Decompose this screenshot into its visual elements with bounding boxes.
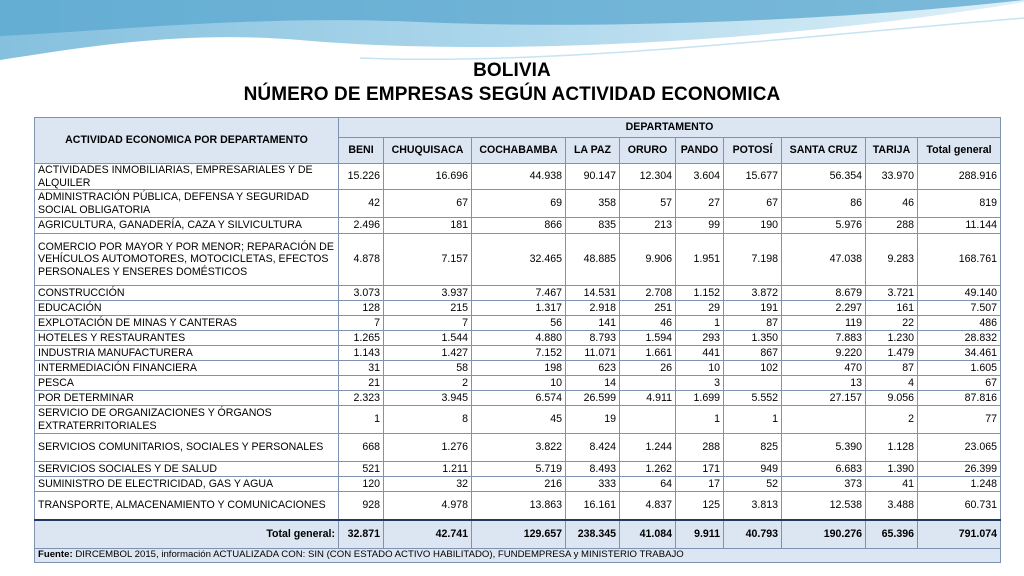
value-cell: 2.323 <box>339 391 384 406</box>
value-cell: 5.719 <box>472 462 566 477</box>
value-cell: 11.071 <box>566 346 620 361</box>
table-row <box>35 406 1001 434</box>
value-cell: 251 <box>620 301 676 316</box>
value-cell: 213 <box>620 218 676 234</box>
value-cell: 7.152 <box>472 346 566 361</box>
value-cell <box>724 376 782 391</box>
value-cell: 56.354 <box>782 164 866 190</box>
column-header: COCHABAMBA <box>472 138 566 164</box>
value-cell: 6.574 <box>472 391 566 406</box>
table-row <box>35 331 1001 346</box>
value-cell: 1.248 <box>918 477 1001 492</box>
value-cell: 521 <box>339 462 384 477</box>
activity-label: SERVICIO DE ORGANIZACIONES Y ÓRGANOS EXTRATERRITORIALES <box>35 406 339 434</box>
value-cell: 57 <box>620 190 676 218</box>
value-cell: 8 <box>384 406 472 434</box>
value-cell: 3.937 <box>384 286 472 301</box>
value-cell: 10 <box>472 376 566 391</box>
footnote-row <box>35 548 1001 562</box>
value-cell: 161 <box>866 301 918 316</box>
column-header: Total general <box>918 138 1001 164</box>
value-cell: 32.465 <box>472 234 566 286</box>
value-cell: 69 <box>472 190 566 218</box>
value-cell: 2 <box>866 406 918 434</box>
value-cell: 15.677 <box>724 164 782 190</box>
activity-label: SUMINISTRO DE ELECTRICIDAD, GAS Y AGUA <box>35 477 339 492</box>
companies-by-activity-table <box>34 117 1001 563</box>
value-cell: 181 <box>384 218 472 234</box>
value-cell: 1.128 <box>866 434 918 462</box>
value-cell: 58 <box>384 361 472 376</box>
table-row <box>35 361 1001 376</box>
activity-label: SERVICIOS COMUNITARIOS, SOCIALES Y PERSONALES <box>35 434 339 462</box>
value-cell: 2 <box>384 376 472 391</box>
header-department: DEPARTAMENTO <box>339 118 1001 138</box>
value-cell: 4 <box>866 376 918 391</box>
activity-label: AGRICULTURA, GANADERÍA, CAZA Y SILVICULTURA <box>35 218 339 234</box>
table-row <box>35 164 1001 190</box>
value-cell: 171 <box>676 462 724 477</box>
value-cell <box>620 376 676 391</box>
value-cell: 12.538 <box>782 492 866 520</box>
value-cell: 8.493 <box>566 462 620 477</box>
value-cell: 9.056 <box>866 391 918 406</box>
value-cell: 10 <box>676 361 724 376</box>
value-cell: 1 <box>724 406 782 434</box>
value-cell: 8.679 <box>782 286 866 301</box>
value-cell: 1.390 <box>866 462 918 477</box>
value-cell <box>782 406 866 434</box>
value-cell: 8.424 <box>566 434 620 462</box>
value-cell: 125 <box>676 492 724 520</box>
value-cell: 41 <box>866 477 918 492</box>
value-cell: 99 <box>676 218 724 234</box>
value-cell: 1.317 <box>472 301 566 316</box>
value-cell: 22 <box>866 316 918 331</box>
activity-label: INTERMEDIACIÓN FINANCIERA <box>35 361 339 376</box>
value-cell: 56 <box>472 316 566 331</box>
value-cell: 191 <box>724 301 782 316</box>
value-cell: 19 <box>566 406 620 434</box>
value-cell: 825 <box>724 434 782 462</box>
value-cell: 7.198 <box>724 234 782 286</box>
footnote-text: DIRCEMBOL 2015, información ACTUALIZADA CON: SIN (CON ESTADO ACTIVO HABILITADO), FUNDEMPRESA y MINISTERIO TRABAJO <box>72 548 684 560</box>
header-activity: ACTIVIDAD ECONOMICA POR DEPARTAMENTO <box>35 118 339 164</box>
value-cell: 23.065 <box>918 434 1001 462</box>
value-cell: 1.276 <box>384 434 472 462</box>
table-row <box>35 462 1001 477</box>
value-cell: 4.978 <box>384 492 472 520</box>
value-cell: 470 <box>782 361 866 376</box>
value-cell: 2.708 <box>620 286 676 301</box>
value-cell: 7 <box>384 316 472 331</box>
value-cell: 12.304 <box>620 164 676 190</box>
value-cell: 49.140 <box>918 286 1001 301</box>
value-cell: 64 <box>620 477 676 492</box>
value-cell: 1.594 <box>620 331 676 346</box>
table-row <box>35 218 1001 234</box>
value-cell: 7 <box>339 316 384 331</box>
value-cell: 28.832 <box>918 331 1001 346</box>
value-cell: 198 <box>472 361 566 376</box>
activity-label: COMERCIO POR MAYOR Y POR MENOR; REPARACIÓN DE VEHÍCULOS AUTOMOTORES, MOTOCICLETAS, EFECTOS PERSONALES Y ENSERES DOMÉSTICOS <box>35 234 339 286</box>
value-cell: 9.283 <box>866 234 918 286</box>
value-cell: 26 <box>620 361 676 376</box>
value-cell: 17 <box>676 477 724 492</box>
value-cell: 77 <box>918 406 1001 434</box>
value-cell: 11.144 <box>918 218 1001 234</box>
value-cell: 13 <box>782 376 866 391</box>
value-cell: 1.152 <box>676 286 724 301</box>
value-cell: 1 <box>676 406 724 434</box>
value-cell: 1.661 <box>620 346 676 361</box>
value-cell: 3.945 <box>384 391 472 406</box>
total-row <box>35 520 1001 549</box>
total-value-cell: 41.084 <box>620 520 676 549</box>
value-cell: 8.793 <box>566 331 620 346</box>
column-header: BENI <box>339 138 384 164</box>
value-cell: 32 <box>384 477 472 492</box>
value-cell: 2.918 <box>566 301 620 316</box>
total-value-cell: 42.741 <box>384 520 472 549</box>
column-header: CHUQUISACA <box>384 138 472 164</box>
total-value-cell: 190.276 <box>782 520 866 549</box>
value-cell: 90.147 <box>566 164 620 190</box>
table-row <box>35 434 1001 462</box>
value-cell: 16.161 <box>566 492 620 520</box>
value-cell: 668 <box>339 434 384 462</box>
value-cell: 1.479 <box>866 346 918 361</box>
value-cell: 87 <box>866 361 918 376</box>
value-cell: 866 <box>472 218 566 234</box>
activity-label: INDUSTRIA MANUFACTURERA <box>35 346 339 361</box>
table-row <box>35 376 1001 391</box>
value-cell: 7.467 <box>472 286 566 301</box>
column-header: TARIJA <box>866 138 918 164</box>
value-cell: 33.970 <box>866 164 918 190</box>
value-cell: 141 <box>566 316 620 331</box>
value-cell: 87 <box>724 316 782 331</box>
value-cell: 1.230 <box>866 331 918 346</box>
value-cell: 102 <box>724 361 782 376</box>
value-cell: 128 <box>339 301 384 316</box>
value-cell: 67 <box>384 190 472 218</box>
source-footnote <box>35 548 1001 562</box>
value-cell: 1.262 <box>620 462 676 477</box>
activity-label: ACTIVIDADES INMOBILIARIAS, EMPRESARIALES Y DE ALQUILER <box>35 164 339 190</box>
value-cell: 27 <box>676 190 724 218</box>
total-label: Total general: <box>35 520 339 549</box>
value-cell: 4.911 <box>620 391 676 406</box>
value-cell <box>620 406 676 434</box>
column-header: ORURO <box>620 138 676 164</box>
slide-title-country: BOLIVIA <box>473 60 551 81</box>
value-cell: 1.211 <box>384 462 472 477</box>
column-header: PANDO <box>676 138 724 164</box>
table-row <box>35 477 1001 492</box>
value-cell: 87.816 <box>918 391 1001 406</box>
value-cell: 34.461 <box>918 346 1001 361</box>
activity-label: POR DETERMINAR <box>35 391 339 406</box>
value-cell: 3.721 <box>866 286 918 301</box>
value-cell: 3.488 <box>866 492 918 520</box>
footnote-label: Fuente: <box>38 548 73 560</box>
table-row <box>35 301 1001 316</box>
value-cell: 1.350 <box>724 331 782 346</box>
value-cell: 1.605 <box>918 361 1001 376</box>
activity-label: ADMINISTRACIÓN PÚBLICA, DEFENSA Y SEGURIDAD SOCIAL OBLIGATORIA <box>35 190 339 218</box>
value-cell: 4.880 <box>472 331 566 346</box>
value-cell: 3 <box>676 376 724 391</box>
value-cell: 15.226 <box>339 164 384 190</box>
table-row <box>35 316 1001 331</box>
value-cell: 42 <box>339 190 384 218</box>
value-cell: 623 <box>566 361 620 376</box>
value-cell: 2.496 <box>339 218 384 234</box>
table-row <box>35 346 1001 361</box>
column-header: POTOSÍ <box>724 138 782 164</box>
column-header: SANTA CRUZ <box>782 138 866 164</box>
value-cell: 46 <box>866 190 918 218</box>
value-cell: 45 <box>472 406 566 434</box>
value-cell: 190 <box>724 218 782 234</box>
table-row <box>35 286 1001 301</box>
value-cell: 60.731 <box>918 492 1001 520</box>
value-cell: 46 <box>620 316 676 331</box>
value-cell: 119 <box>782 316 866 331</box>
value-cell: 3.073 <box>339 286 384 301</box>
value-cell: 949 <box>724 462 782 477</box>
activity-label: EXPLOTACIÓN DE MINAS Y CANTERAS <box>35 316 339 331</box>
value-cell: 215 <box>384 301 472 316</box>
column-header: LA PAZ <box>566 138 620 164</box>
total-value-cell: 40.793 <box>724 520 782 549</box>
activity-label: CONSTRUCCIÓN <box>35 286 339 301</box>
value-cell: 333 <box>566 477 620 492</box>
activity-label: HOTELES Y RESTAURANTES <box>35 331 339 346</box>
value-cell: 21 <box>339 376 384 391</box>
value-cell: 9.906 <box>620 234 676 286</box>
value-cell: 288.916 <box>918 164 1001 190</box>
value-cell: 52 <box>724 477 782 492</box>
value-cell: 1.951 <box>676 234 724 286</box>
value-cell: 120 <box>339 477 384 492</box>
value-cell: 86 <box>782 190 866 218</box>
value-cell: 7.883 <box>782 331 866 346</box>
value-cell: 1.143 <box>339 346 384 361</box>
value-cell: 5.976 <box>782 218 866 234</box>
table-row <box>35 190 1001 218</box>
value-cell: 5.390 <box>782 434 866 462</box>
value-cell: 288 <box>866 218 918 234</box>
value-cell: 1 <box>339 406 384 434</box>
value-cell: 9.220 <box>782 346 866 361</box>
value-cell: 4.837 <box>620 492 676 520</box>
table-row <box>35 391 1001 406</box>
value-cell: 441 <box>676 346 724 361</box>
value-cell: 31 <box>339 361 384 376</box>
total-value-cell: 238.345 <box>566 520 620 549</box>
value-cell: 26.399 <box>918 462 1001 477</box>
value-cell: 48.885 <box>566 234 620 286</box>
value-cell: 216 <box>472 477 566 492</box>
value-cell: 14 <box>566 376 620 391</box>
value-cell: 928 <box>339 492 384 520</box>
value-cell: 1.427 <box>384 346 472 361</box>
value-cell: 3.604 <box>676 164 724 190</box>
total-value-cell: 791.074 <box>918 520 1001 549</box>
value-cell: 4.878 <box>339 234 384 286</box>
value-cell: 3.822 <box>472 434 566 462</box>
value-cell: 373 <box>782 477 866 492</box>
value-cell: 293 <box>676 331 724 346</box>
value-cell: 29 <box>676 301 724 316</box>
value-cell: 486 <box>918 316 1001 331</box>
value-cell: 3.872 <box>724 286 782 301</box>
total-value-cell: 9.911 <box>676 520 724 549</box>
value-cell: 358 <box>566 190 620 218</box>
value-cell: 835 <box>566 218 620 234</box>
value-cell: 67 <box>918 376 1001 391</box>
value-cell: 5.552 <box>724 391 782 406</box>
value-cell: 7.157 <box>384 234 472 286</box>
total-value-cell: 65.396 <box>866 520 918 549</box>
total-value-cell: 129.657 <box>472 520 566 549</box>
value-cell: 288 <box>676 434 724 462</box>
value-cell: 3.813 <box>724 492 782 520</box>
slide-title-main: NÚMERO DE EMPRESAS SEGÚN ACTIVIDAD ECONOMICA <box>243 84 781 105</box>
value-cell: 168.761 <box>918 234 1001 286</box>
value-cell: 867 <box>724 346 782 361</box>
activity-label: SERVICIOS SOCIALES Y DE SALUD <box>35 462 339 477</box>
table-row <box>35 492 1001 520</box>
value-cell: 67 <box>724 190 782 218</box>
total-value-cell: 32.871 <box>339 520 384 549</box>
value-cell: 27.157 <box>782 391 866 406</box>
value-cell: 1 <box>676 316 724 331</box>
value-cell: 1.244 <box>620 434 676 462</box>
value-cell: 44.938 <box>472 164 566 190</box>
value-cell: 14.531 <box>566 286 620 301</box>
value-cell: 1.265 <box>339 331 384 346</box>
table-row <box>35 234 1001 286</box>
activity-label: PESCA <box>35 376 339 391</box>
value-cell: 1.699 <box>676 391 724 406</box>
activity-label: EDUCACIÓN <box>35 301 339 316</box>
value-cell: 2.297 <box>782 301 866 316</box>
value-cell: 7.507 <box>918 301 1001 316</box>
activity-label: TRANSPORTE, ALMACENAMIENTO Y COMUNICACIONES <box>35 492 339 520</box>
value-cell: 47.038 <box>782 234 866 286</box>
value-cell: 26.599 <box>566 391 620 406</box>
value-cell: 6.683 <box>782 462 866 477</box>
value-cell: 819 <box>918 190 1001 218</box>
value-cell: 1.544 <box>384 331 472 346</box>
value-cell: 16.696 <box>384 164 472 190</box>
value-cell: 13.863 <box>472 492 566 520</box>
